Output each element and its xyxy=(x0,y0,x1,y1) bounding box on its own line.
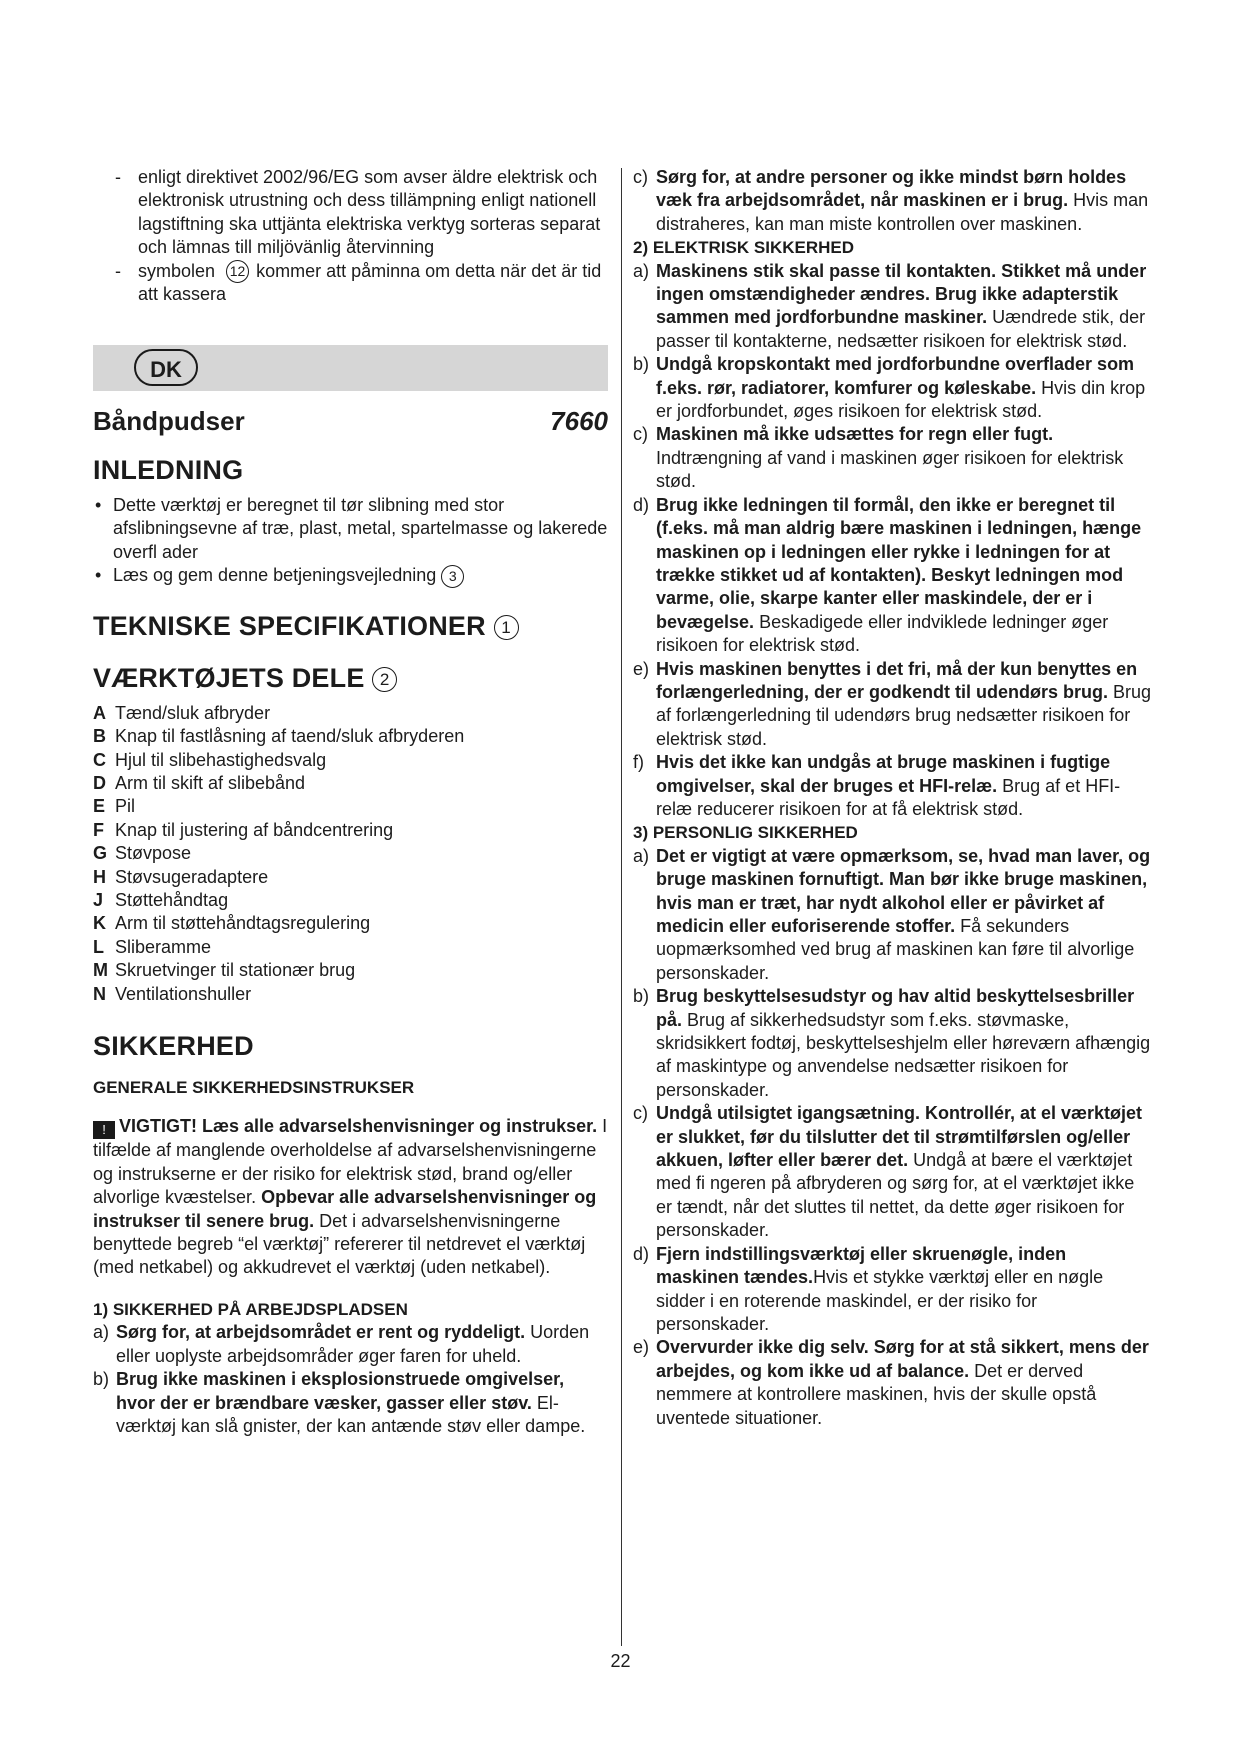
warning-text: I tilfælde af manglende overholdelse af advarselshenvisningerne og instrukserne er der risiko for elektrisk stød, brand og/eller alvorlige kvæstelser. xyxy=(93,1116,608,1208)
item-text: Uorden eller uoplyste arbejdsområder øger faren for uheld. xyxy=(116,1322,590,1366)
recycling-item xyxy=(93,166,608,260)
heading-tool-parts xyxy=(93,662,608,694)
part-letter: D xyxy=(93,772,106,793)
safety-item xyxy=(633,353,1153,423)
part-item xyxy=(93,889,608,912)
recycling-text: kommer att påminna om detta när det är tid att kassera xyxy=(138,260,602,305)
heading-text: VÆRKTØJETS DELE xyxy=(93,662,365,693)
circled-number-1: 1 xyxy=(494,615,519,640)
part-item xyxy=(93,795,608,818)
item-text: Hvis man distraheres, kan man miste kontrollen over maskinen. xyxy=(656,190,1149,234)
recycling-text: symbolen xyxy=(138,260,216,281)
part-text: Knap til justering af båndcentrering xyxy=(115,819,394,840)
warning-paragraph xyxy=(93,1115,608,1279)
safety-item xyxy=(633,751,1153,821)
part-letter: E xyxy=(93,796,106,817)
item-text: Indtrængning af vand i maskinen øger risikoen for elektrisk stød. xyxy=(656,447,1124,492)
item-bold: Overvurder ikke dig selv. Sørg for at stå sikkert, mens der arbejdes, og kom ikke ud af balance. xyxy=(656,1337,1149,1381)
language-bar xyxy=(93,345,608,391)
item-bold: Maskinens stik skal passe til kontakten. Stikket må under ingen omstændigheder ændres. Brug ikke adapterstik sammen med jordforbundne maskiner. xyxy=(656,260,1147,328)
item-text: Hvis din krop er jordforbundet, øges risikoen for elektrisk stød. xyxy=(656,377,1146,422)
item-bold: Maskinen må ikke udsættes for regn eller fugt. xyxy=(656,424,1054,445)
item-text: Få sekunders uopmærksomhed ved brug af maskinen kan føre til alvorlige personskader. xyxy=(656,916,1135,983)
part-letter: K xyxy=(93,913,106,934)
part-text: Ventilationshuller xyxy=(115,983,252,1004)
part-text: Pil xyxy=(115,796,136,817)
right-column xyxy=(633,166,1153,1430)
item-bold: Undgå utilsigtet igangsætning. Kontrollér, at el værktøjet er slukket, før du tilslutter det til strømtilførslen og/eller akkuen, løfter eller bærer det. xyxy=(656,1103,1143,1171)
part-text: Støvsugeradaptere xyxy=(115,866,269,887)
part-letter: M xyxy=(93,960,108,981)
part-text: Hjul til slibehastighedsvalg xyxy=(115,749,327,770)
item-label: f) xyxy=(633,752,644,773)
part-item xyxy=(93,749,608,772)
dash-marker: - xyxy=(115,260,121,281)
item-label: d) xyxy=(633,1243,650,1264)
heading-introduction: INLEDNING xyxy=(93,454,244,485)
intro-bullet xyxy=(93,494,608,564)
product-title-row xyxy=(93,406,608,436)
part-text: Tænd/sluk afbryder xyxy=(115,702,271,723)
item-label: e) xyxy=(633,658,650,679)
item-label: b) xyxy=(93,1369,110,1390)
part-letter: B xyxy=(93,726,106,747)
safety-item xyxy=(633,260,1153,354)
item-label: e) xyxy=(633,1337,650,1358)
general-safety-heading: GENERALE SIKKERHEDSINSTRUKSER xyxy=(93,1078,415,1098)
circled-number-3: 3 xyxy=(441,565,464,588)
part-item xyxy=(93,936,608,959)
safety-item xyxy=(633,166,1153,236)
left-column xyxy=(93,166,608,1438)
model-number: 7660 xyxy=(550,405,608,436)
intro-bullet xyxy=(93,564,608,588)
safety-item xyxy=(633,1336,1153,1430)
item-text: El-værktøj kan slå gnister, der kan antænde støv eller dampe. xyxy=(116,1392,586,1436)
item-label: c) xyxy=(633,1103,648,1124)
part-item xyxy=(93,772,608,795)
item-label: b) xyxy=(633,986,650,1007)
item-bold: Det er vigtigt at være opmærksom, se, hvad man laver, og bruge maskinen fornuftigt. Man bør ikke bruge maskinen, hvis man er træt, har nydt alkohol eller er påvirket af medicin eller euforiserende stoffer. xyxy=(656,845,1151,936)
part-text: Skruetvinger til stationær brug xyxy=(115,960,356,981)
item-label: d) xyxy=(633,494,650,515)
item-label: b) xyxy=(633,354,650,375)
safety-item xyxy=(633,423,1153,493)
part-letter: F xyxy=(93,819,104,840)
heading-technical-specs xyxy=(93,610,608,642)
part-item xyxy=(93,959,608,982)
safety-item xyxy=(633,1243,1153,1337)
part-item xyxy=(93,912,608,935)
part-letter: L xyxy=(93,936,104,957)
part-text: Sliberamme xyxy=(115,936,212,957)
language-badge: DK xyxy=(134,349,198,386)
item-bold: Hvis maskinen benyttes i det fri, må der kun benyttes en forlængerledning, der er godkendt til udendørs brug. xyxy=(656,658,1138,702)
recycling-text: enligt direktivet 2002/96/EG som avser äldre elektrisk och elektronisk utrustning och dess tillämpning enligt nationell lagstiftning ska uttjänta elektriska verktyg sorteras separat och lämnas till miljövänlig återvinning xyxy=(138,167,601,258)
item-bold: Fjern indstillingsværktøj eller skruenøgle, inden maskinen tændes. xyxy=(656,1243,1067,1288)
warning-triangle-icon: ! xyxy=(93,1121,115,1139)
part-letter: C xyxy=(93,749,106,770)
item-text: Hvis et stykke værktøj eller en nøgle sidder i en roterende maskindel, er der risiko for personskader. xyxy=(656,1267,1104,1334)
item-bold: Hvis det ikke kan undgås at bruge maskinen i fugtige omgivelser, skal der bruges et HFI-relæ. xyxy=(656,752,1111,796)
part-item xyxy=(93,983,608,1006)
item-text: Beskadigede eller indviklede ledninger øger risikoen for elektrisk stød. xyxy=(656,611,1109,656)
circled-number-2: 2 xyxy=(372,667,397,692)
intro-text: Dette værktøj er beregnet til tør slibning med stor afslibningsevne af træ, plast, metal, spartelmasse og lakerede overfl ader xyxy=(113,494,608,562)
item-label: a) xyxy=(633,260,650,281)
bullet-marker: • xyxy=(95,565,102,585)
item-text: Brug af forlængerledning til udendørs brug nedsætter risikoen for elektrisk stød. xyxy=(656,681,1152,749)
safety-item xyxy=(633,494,1153,658)
part-letter: H xyxy=(93,866,106,887)
part-text: Støvpose xyxy=(115,843,192,864)
part-letter: N xyxy=(93,983,106,1004)
part-text: Støttehåndtag xyxy=(115,890,229,910)
safety-item xyxy=(93,1368,608,1438)
part-text: Arm til støttehåndtagsregulering xyxy=(115,913,371,934)
item-label: a) xyxy=(633,845,650,866)
item-text: Det er derved nemmere at kontrollere maskinen, hvis der skulle opstå uventede situationer. xyxy=(656,1360,1097,1428)
part-item xyxy=(93,866,608,889)
recycling-item xyxy=(93,260,608,307)
bullet-marker: • xyxy=(95,494,102,515)
dash-marker: - xyxy=(115,167,121,187)
page-number: 22 xyxy=(610,1651,631,1671)
item-text: Uændrede stik, der passer til kontakterne, nedsætter risikoen for elektrisk stød. xyxy=(656,307,1146,351)
column-divider xyxy=(621,168,622,1646)
safety-item xyxy=(633,845,1153,985)
product-title: Båndpudser xyxy=(93,405,245,436)
item-text: Undgå at bære el værktøjet med fi ngeren på afbryderen og sørg for, at el værktøjet ikke er tændt, når det sluttes til nettet, da dette øger risikoen for personskader. xyxy=(656,1150,1135,1241)
part-text: Arm til skift af slibebånd xyxy=(115,772,306,793)
item-text: Brug af sikkerhedsudstyr som f.eks. støvmaske, skridsikkert fodtøj, beskyttelseshjelm eller høreværn afhængig af maskintype og anvendelse nedsætter risikoen for personskader. xyxy=(656,1009,1151,1100)
part-item xyxy=(93,725,608,748)
parts-list xyxy=(93,702,608,1006)
item-bold: Brug ikke maskinen i eksplosionstruede omgivelser, hvor der er brændbare væsker, gasser eller støv. xyxy=(116,1369,565,1413)
circled-number-12: 12 xyxy=(226,260,249,283)
item-label: c) xyxy=(633,167,648,187)
safety-item xyxy=(633,1102,1153,1242)
item-label: c) xyxy=(633,424,648,445)
part-item xyxy=(93,842,608,865)
part-item xyxy=(93,819,608,842)
part-letter: G xyxy=(93,843,108,864)
part-letter: J xyxy=(93,890,104,910)
part-letter: A xyxy=(93,702,106,723)
warning-bold: Opbevar alle advarselshenvisninger og instrukser til senere brug. xyxy=(93,1187,597,1231)
warning-bold: VIGTIGT! Læs alle advarselshenvisninger og instrukser. xyxy=(119,1116,598,1137)
item-bold: Brug beskyttelsesudstyr og hav altid beskyttelsesbriller på. xyxy=(656,986,1135,1030)
safety-item xyxy=(633,985,1153,1102)
section-heading: 2) ELEKTRISK SIKKERHED xyxy=(633,238,855,258)
item-text: Brug af et HFI-relæ reducerer risikoen for at få elektrisk stød. xyxy=(656,775,1121,819)
part-text: Knap til fastlåsning af taend/sluk afbryderen xyxy=(115,726,465,747)
heading-text: TEKNISKE SPECIFIKATIONER xyxy=(93,610,486,641)
part-item xyxy=(93,702,608,725)
item-bold: Brug ikke ledningen til formål, den ikke er beregnet til (f.eks. må man aldrig bære maskinen i ledningen, hænge maskinen op i ledningen eller rykke i ledningen for at trække stikket ud af kontakten). Beskyt ledningen mod varme, olie, skarpe kanter eller maskindele, der er i bevægelse. xyxy=(656,494,1142,632)
item-label: a) xyxy=(93,1322,110,1343)
item-bold: Sørg for, at andre personer og ikke mindst børn holdes væk fra arbejdsområdet, når maskinen er i brug. xyxy=(656,167,1127,211)
warning-text: Det i advarselshenvisningerne benyttede begreb “el værktøj” refererer til netdrevet el værktøj (med netkabel) og akkudrevet el værktøj (uden netkabel). xyxy=(93,1210,586,1278)
section-heading: 3) PERSONLIG SIKKERHED xyxy=(633,823,858,843)
intro-text: Læs og gem denne betjeningsvejledning xyxy=(113,565,437,585)
section-heading: 1) SIKKERHED PÅ ARBEJDSPLADSEN xyxy=(93,1299,408,1319)
item-bold: Undgå kropskontakt med jordforbundne overflader som f.eks. rør, radiatorer, komfurer og køleskabe. xyxy=(656,354,1135,398)
item-bold: Sørg for, at arbejdsområdet er rent og ryddeligt. xyxy=(116,1322,526,1343)
safety-item xyxy=(633,658,1153,752)
safety-item xyxy=(93,1321,608,1368)
heading-safety: SIKKERHED xyxy=(93,1031,254,1062)
